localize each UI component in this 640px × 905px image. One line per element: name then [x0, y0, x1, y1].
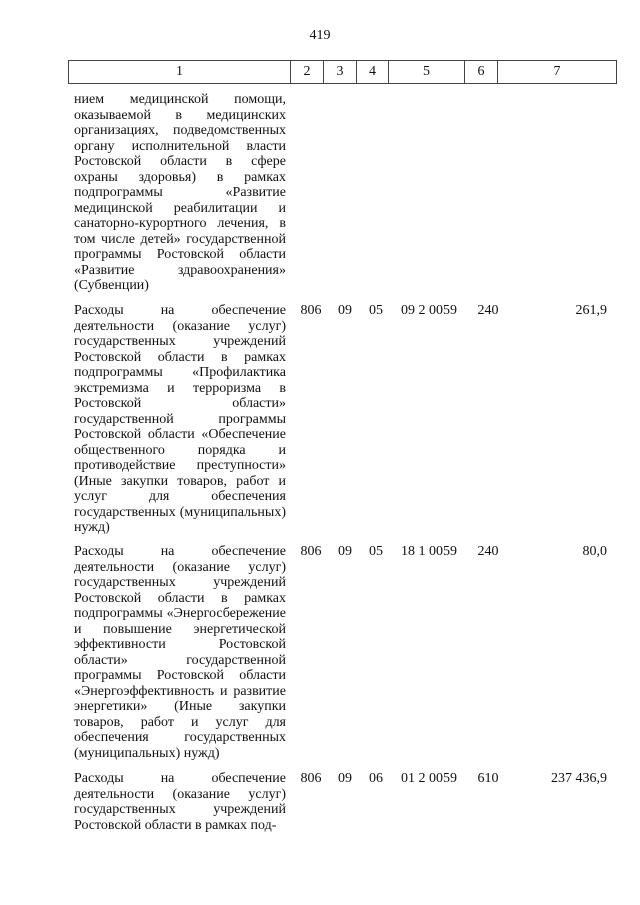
header-col-6: 6 — [465, 61, 498, 84]
row-1-description: Расходы на обеспечение деятельности (оказание услуг) государственных учреждений Ростовской области в рамках подпрограммы «Профилактика экстремизма и терроризма в Ростовской области» государственной программы Ростовской области «Обеспечение общественного порядка и противодействие преступности» (Иные закупки товаров, работ и услуг для обеспечения государственных (муниципальных) нужд) — [74, 303, 286, 535]
row-1-pr: 05 — [369, 303, 383, 318]
row-3-csr: 01 2 0059 — [401, 771, 457, 786]
header-col-5: 5 — [389, 61, 465, 84]
header-col-4: 4 — [357, 61, 389, 84]
row-2-rz: 09 — [338, 544, 352, 559]
header-col-3: 3 — [324, 61, 357, 84]
row-3-vr: 610 — [477, 771, 499, 786]
table-header — [68, 60, 617, 84]
row-1-sum: 261,9 — [575, 303, 607, 318]
row-2-pr: 05 — [369, 544, 383, 559]
row-2-description: Расходы на обеспечение деятельности (оказание услуг) государственных учреждений Ростовской области в рамках подпрограммы «Энергосбережение и повышение энергетической эффективности Ростовской области» государственной программы Ростовской области «Энергоэффективность и развитие энергетики» (Иные закупки товаров, работ и услуг для обеспечения государственных (муниципальных) нужд) — [74, 544, 286, 761]
row-0-description: нием медицинской помощи, оказываемой в медицинских организациях, подведомственных органу исполнительной власти Ростовской области в сфере охраны здоровья) в рамках подпрограммы «Развитие медицинской реабилитации и санаторно-курортного лечения, в том числе детей» государственной программы Ростовской области «Развитие здравоохранения» (Субвенции) — [74, 92, 286, 293]
page-number: 419 — [309, 28, 331, 43]
header-col-1: 1 — [69, 61, 291, 84]
row-3-sum: 237 436,9 — [551, 771, 607, 786]
row-2-grbs: 806 — [300, 544, 322, 559]
row-1-rz: 09 — [338, 303, 352, 318]
row-1-grbs: 806 — [300, 303, 322, 318]
row-2-sum: 80,0 — [582, 544, 607, 559]
row-3-description: Расходы на обеспечение деятельности (оказание услуг) государственных учреждений Ростовской области в рамках под- — [74, 771, 286, 833]
row-1-vr: 240 — [477, 303, 499, 318]
header-col-7: 7 — [498, 61, 617, 84]
row-2-vr: 240 — [477, 544, 499, 559]
row-3-rz: 09 — [338, 771, 352, 786]
row-2-csr: 18 1 0059 — [401, 544, 457, 559]
row-3-grbs: 806 — [300, 771, 322, 786]
row-3-pr: 06 — [369, 771, 383, 786]
row-1-csr: 09 2 0059 — [401, 303, 457, 318]
header-col-2: 2 — [291, 61, 324, 84]
